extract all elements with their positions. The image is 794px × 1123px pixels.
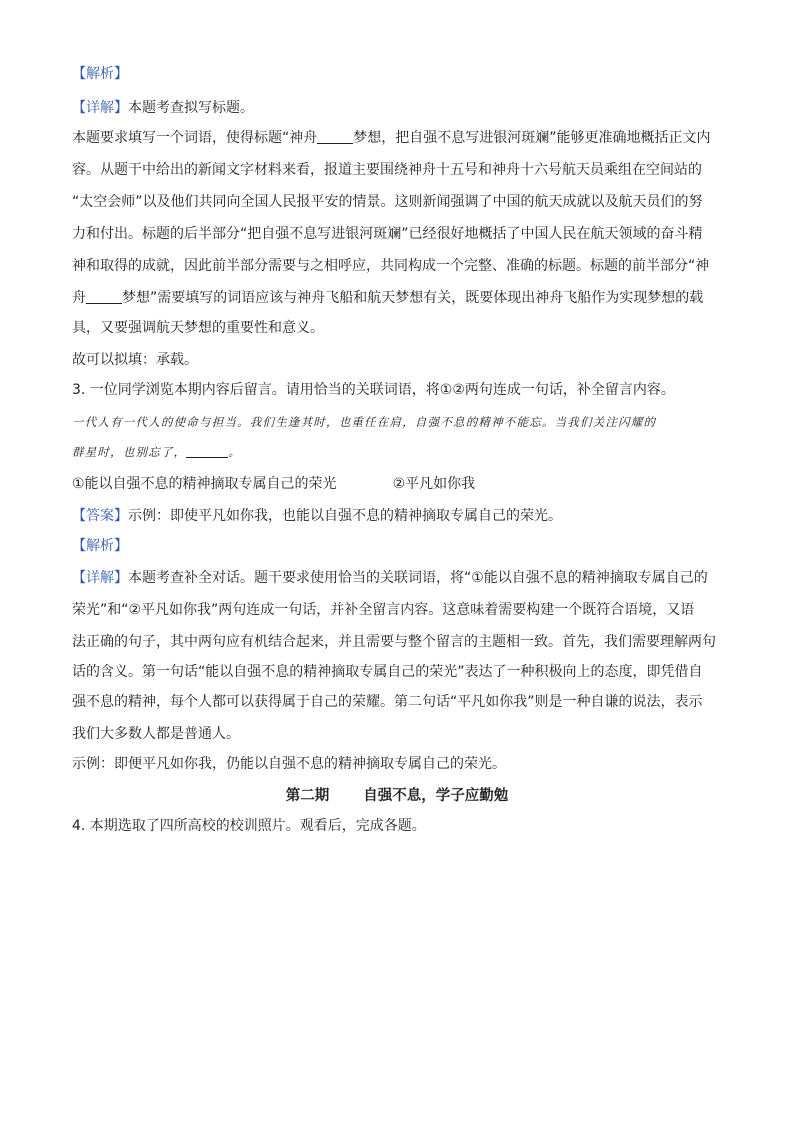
answer-text: 示例：即使平凡如你我，也能以自强不息的精神摘取专属自己的荣光。 (128, 508, 562, 524)
issue-label: 第二期 (285, 788, 330, 804)
text-segment: 梦想，把自强不息写进银河斑斓”能够更准确地概括正文内 (353, 130, 711, 146)
detail-tag: 【详解】 (72, 100, 128, 116)
detail-text-line: 荣光”和“②平凡如你我”两句连成一句话，并补全留言内容。这意味着需要构建一个既符合语境，又语 (72, 602, 695, 618)
question-4-prompt: 4. 本期选取了四所高校的校训照片。观看后，完成各题。 (72, 818, 426, 834)
answer-tag: 【答案】 (72, 508, 128, 524)
section-heading (0, 786, 794, 806)
detail-text: 本题考查补全对话。题干要求使用恰当的关联词语，将“①能以自强不息的精神摘取专属自己的 (128, 570, 708, 586)
section-theme: 自强不息，学子应勤勉 (363, 788, 509, 804)
detail-text-line: 容。从题干中给出的新闻文字材料来看，报道主要围绕神舟十五号和神舟十六号航天员乘组在空间站的 (72, 162, 702, 178)
blank-underline (317, 129, 353, 144)
option-2: ②平凡如你我 (392, 476, 476, 492)
detail-paragraph-line (72, 568, 708, 588)
detail-text-line: 具，又要强调航天梦想的重要性和意义。 (72, 320, 324, 336)
text-segment: 本题要求填写一个词语，使得标题“神舟 (72, 130, 318, 146)
text-segment: 梦想”需要填写的词语应该与神舟飞船和航天梦想有关，既要体现出神舟飞船作为实现梦想的载 (122, 290, 704, 306)
handwritten-message-line (72, 442, 241, 462)
answer-line (72, 506, 562, 526)
detail-text: 本题考查拟写标题。 (128, 100, 254, 116)
detail-text-line: 强不息的精神，每个人都可以获得属于自己的荣耀。第二句话“平凡如你我”则是一种自谦的说法，表示 (72, 694, 703, 710)
detail-text-line (72, 288, 703, 308)
detail-text-line: 法正确的句子，其中两句应有机结合起来，并且需要与整个留言的主题相一致。首先，我们需要理解两句 (72, 634, 716, 650)
conclusion-text: 故可以拟填：承载。 (72, 352, 198, 368)
text-segment: 。 (228, 445, 242, 459)
detail-text-line: 力和付出。标题的后半部分“把自强不息写进银河斑斓”已经很好地概括了中国人民在航天领域的奋斗精 (72, 226, 703, 242)
detail-text-line: 话的含义。第一句话“能以自强不息的精神摘取专属自己的荣光”表达了一种积极向上的态度，即凭借自 (72, 664, 703, 680)
analysis-tag: 【解析】 (72, 538, 128, 554)
detail-text-line (72, 128, 711, 148)
detail-text-line: 我们大多数人都是普通人。 (72, 726, 240, 742)
blank-underline (86, 289, 122, 304)
detail-text-line: “太空会师”以及他们共同向全国人民报平安的情景。这则新闻强调了中国的航天成就以及航天员们的努 (72, 194, 703, 210)
analysis-tag: 【解析】 (72, 66, 128, 82)
options-line (72, 474, 475, 494)
detail-tag: 【详解】 (72, 570, 128, 586)
example-text: 示例：即便平凡如你我，仍能以自强不息的精神摘取专属自己的荣光。 (72, 756, 506, 772)
question-3-prompt: 3. 一位同学浏览本期内容后留言。请用恰当的关联词语，将①②两句连成一句话，补全留言内容。 (72, 382, 675, 398)
detail-paragraph-line (72, 98, 254, 118)
option-1: ①能以自强不息的精神摘取专属自己的荣光 (72, 476, 337, 492)
text-segment: 群星时，也别忘了， (72, 445, 187, 459)
detail-text-line: 神和取得的成就，因此前半部分需要与之相呼应，共同构成一个完整、准确的标题。标题的前半部分“神 (72, 258, 710, 274)
handwritten-message-line: 一代人有一代人的使命与担当。我们生逢其时，也重任在肩，自强不息的精神不能忘。当我们关注闪耀的 (72, 415, 657, 429)
text-segment: 舟 (72, 290, 86, 306)
blank-underline (186, 443, 228, 458)
